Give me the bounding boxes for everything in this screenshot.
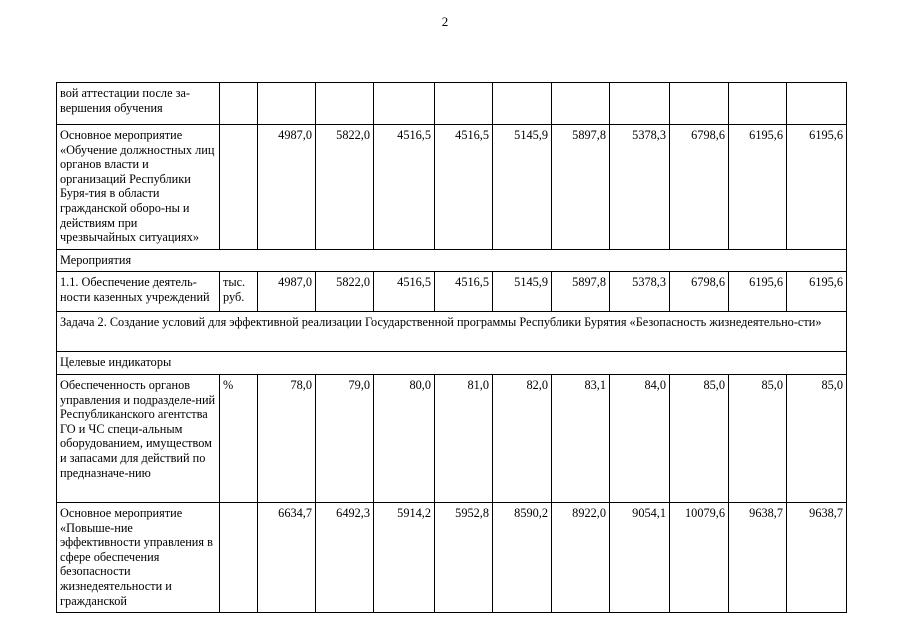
table-row bbox=[57, 125, 847, 250]
value-cell bbox=[435, 83, 493, 125]
table-row bbox=[57, 374, 847, 502]
page-number: 2 bbox=[441, 14, 449, 29]
value-cell: 6195,6 bbox=[787, 272, 847, 312]
value-cell: 79,0 bbox=[316, 374, 374, 502]
value-cell: 84,0 bbox=[610, 374, 670, 502]
row-unit bbox=[220, 125, 258, 250]
value-cell: 85,0 bbox=[729, 374, 787, 502]
value-cell: 5145,9 bbox=[493, 125, 552, 250]
value-cell: 4516,5 bbox=[435, 125, 493, 250]
program-table bbox=[56, 82, 847, 613]
value-cell bbox=[610, 83, 670, 125]
row-label: Обеспеченность органов управления и подразделе-ний Республиканского агентства ГО и ЧС специ-альным оборудованием, имуществом и запасами для действий по предназначе-нию bbox=[57, 374, 220, 502]
value-cell: 81,0 bbox=[435, 374, 493, 502]
value-cell: 5378,3 bbox=[610, 125, 670, 250]
section-heading: Мероприятия bbox=[57, 249, 847, 272]
value-cell: 85,0 bbox=[787, 374, 847, 502]
value-cell bbox=[552, 83, 610, 125]
value-cell: 5378,3 bbox=[610, 272, 670, 312]
value-cell: 5914,2 bbox=[374, 502, 435, 612]
value-cell: 5897,8 bbox=[552, 272, 610, 312]
row-unit bbox=[220, 502, 258, 612]
value-cell: 9054,1 bbox=[610, 502, 670, 612]
value-cell bbox=[670, 83, 729, 125]
value-cell: 9638,7 bbox=[729, 502, 787, 612]
value-cell: 82,0 bbox=[493, 374, 552, 502]
value-cell: 8922,0 bbox=[552, 502, 610, 612]
row-unit: тыс. руб. bbox=[220, 272, 258, 312]
value-cell: 6195,6 bbox=[729, 125, 787, 250]
value-cell: 5897,8 bbox=[552, 125, 610, 250]
value-cell bbox=[493, 83, 552, 125]
value-cell: 8590,2 bbox=[493, 502, 552, 612]
value-cell: 78,0 bbox=[258, 374, 316, 502]
value-cell: 6492,3 bbox=[316, 502, 374, 612]
row-label: Основное мероприятие «Обучение должностных лиц органов власти и организаций Республики Буря-тия в области гражданской оборо-ны и действиям при чрезвычайных ситуациях» bbox=[57, 125, 220, 250]
value-cell: 5952,8 bbox=[435, 502, 493, 612]
value-cell bbox=[258, 83, 316, 125]
value-cell: 6195,6 bbox=[787, 125, 847, 250]
row-label: вой аттестации после за- вершения обучения bbox=[57, 83, 220, 125]
table-row bbox=[57, 272, 847, 312]
row-label: 1.1. Обеспечение деятель-ности казенных учреждений bbox=[57, 272, 220, 312]
value-cell: 80,0 bbox=[374, 374, 435, 502]
value-cell bbox=[316, 83, 374, 125]
section-heading-row bbox=[57, 249, 847, 272]
value-cell bbox=[374, 83, 435, 125]
value-cell: 9638,7 bbox=[787, 502, 847, 612]
value-cell: 5822,0 bbox=[316, 125, 374, 250]
row-unit bbox=[220, 83, 258, 125]
table-row bbox=[57, 83, 847, 125]
value-cell: 85,0 bbox=[670, 374, 729, 502]
value-cell: 5822,0 bbox=[316, 272, 374, 312]
value-cell: 10079,6 bbox=[670, 502, 729, 612]
table-row bbox=[57, 502, 847, 612]
section-heading: Задача 2. Создание условий для эффективной реализации Государственной программы Республики Бурятия «Безопасность жизнедеятельно-сти» bbox=[57, 312, 847, 352]
value-cell bbox=[729, 83, 787, 125]
value-cell: 4987,0 bbox=[258, 272, 316, 312]
section-heading-row bbox=[57, 352, 847, 375]
value-cell: 4516,5 bbox=[374, 125, 435, 250]
row-label: Основное мероприятие «Повыше-ние эффективности управления в сфере обеспечения безопасности жизнедеятельности и гражданской bbox=[57, 502, 220, 612]
value-cell: 6798,6 bbox=[670, 125, 729, 250]
value-cell: 6798,6 bbox=[670, 272, 729, 312]
value-cell: 6634,7 bbox=[258, 502, 316, 612]
value-cell: 4516,5 bbox=[435, 272, 493, 312]
value-cell: 4516,5 bbox=[374, 272, 435, 312]
value-cell: 4987,0 bbox=[258, 125, 316, 250]
value-cell: 5145,9 bbox=[493, 272, 552, 312]
section-heading-row bbox=[57, 312, 847, 352]
row-unit: % bbox=[220, 374, 258, 502]
value-cell: 6195,6 bbox=[729, 272, 787, 312]
value-cell bbox=[787, 83, 847, 125]
section-heading: Целевые индикаторы bbox=[57, 352, 847, 375]
value-cell: 83,1 bbox=[552, 374, 610, 502]
